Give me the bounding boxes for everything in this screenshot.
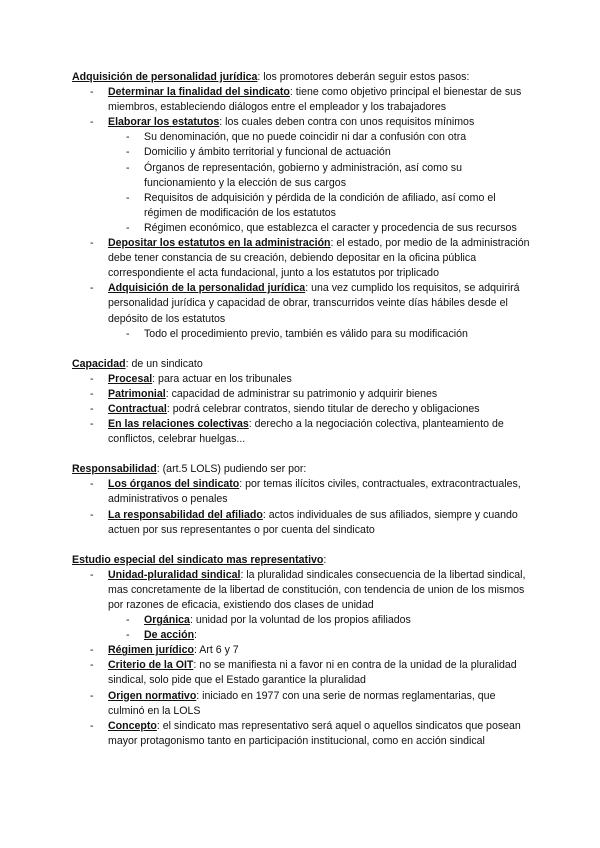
sub-list-item: - Todo el procedimiento previo, también es válido para su modificación: [126, 327, 468, 340]
list-item: - Procesal: para actuar en los tribunales: [90, 372, 292, 385]
sub-list-item: - Órganos de representación, gobierno y administración, así como su funcionamiento y la elección de sus cargos: [126, 161, 462, 189]
section-intro: : de un sindicato: [125, 357, 203, 370]
sub-list-item: - Régimen económico, que establezca el caracter y procedencia de sus recursos: [126, 221, 517, 234]
list-item: - Elaborar los estatutos: los cuales deben contra con unos requisitos mínimos: [90, 116, 475, 129]
list-item: - La responsabilidad del afiliado: actos individuales de sus afiliados, siempre y cuando actuen por sus representantes o por cuenta del sindicato: [90, 508, 518, 536]
list-item: - Origen normativo: iniciado en 1977 con una serie de normas reglamentarias, que culminó en la LOLS: [90, 689, 496, 717]
section-title: Estudio especial del sindicato mas representativo: [72, 553, 324, 566]
section-title: Capacidad: [72, 357, 126, 370]
sub-list-item: - Su denominación, que no puede coincidir ni dar a confusión con otra: [126, 131, 467, 144]
list-item: - Concepto: el sindicato mas representativo será aquel o aquellos sindicatos que posean mayor protagonismo tanto en participación institucional, como en acción sindical: [90, 719, 521, 747]
list-item: - Contractual: podrá celebrar contratos, siendo titular de derecho y obligaciones: [90, 402, 480, 415]
list-item: - Determinar la finalidad del sindicato: tiene como objetivo principal el bienestar de sus miembros, estableciendo diálogos entre el empleador y los trabajadores: [90, 86, 522, 114]
list-item: - Criterio de la OIT: no se manifiesta ni a favor ni en contra de la unidad de la pluralidad sindical, solo pide que el Estado garantice la pluralidad: [90, 659, 517, 687]
section-intro: : (art.5 LOLS) pudiendo ser por:: [156, 463, 307, 476]
sub-list-item: - Orgánica: unidad por la voluntad de los propios afiliados: [126, 614, 411, 627]
list-item: - Unidad-pluralidad sindical: la pluralidad sindicales consecuencia de la libertad sindical, mas concretamente de la libertad de constitución, con tendencia de union de los mismos por razones de eficacia, existiendo dos clases de unidad: [90, 568, 526, 611]
list-item: - Depositar los estatutos en la administración: el estado, por medio de la administración debe tener constancia de su creación, debiendo depositar en la oficina pública correspondiente el acta fundacional, junto a los estatutos por triplicado: [90, 237, 530, 280]
sub-list-item: - De acción:: [126, 629, 197, 642]
section-intro: :: [323, 553, 327, 566]
section-title: Responsabilidad: [72, 463, 157, 476]
list-item: - En las relaciones colectivas: derecho a la negociación colectiva, planteamiento de conflictos, celebrar huelgas...: [90, 418, 504, 446]
section-heading: [72, 357, 532, 372]
section-heading: [72, 462, 532, 477]
list-item: - Régimen jurídico: Art 6 y 7: [90, 644, 239, 657]
section-heading: [72, 553, 532, 568]
sub-list-item: - Requisitos de adquisición y pérdida de la condición de afiliado, así como el régimen de modificación de los estatutos: [126, 191, 496, 219]
list-item: - Adquisición de la personalidad jurídica: una vez cumplido los requisitos, se adquirirá personalidad jurídica y capacidad de obrar, transcurridos veinte días hábiles desde el depósito de los estatutos: [90, 282, 520, 325]
section-intro: : los promotores deberán seguir estos pasos:: [257, 71, 470, 83]
document-page: [72, 70, 532, 749]
list-item: - Patrimonial: capacidad de administrar su patrimonio y adquirir bienes: [90, 387, 438, 400]
section-title: Adquisición de personalidad jurídica: [72, 71, 258, 83]
list-item: - Los órganos del sindicato: por temas ilícitos civiles, contractuales, extracontractuales, administrativos o penales: [90, 478, 521, 506]
section-heading: [72, 70, 532, 85]
sub-list-item: - Domicilio y ámbito territorial y funcional de actuación: [126, 146, 391, 159]
